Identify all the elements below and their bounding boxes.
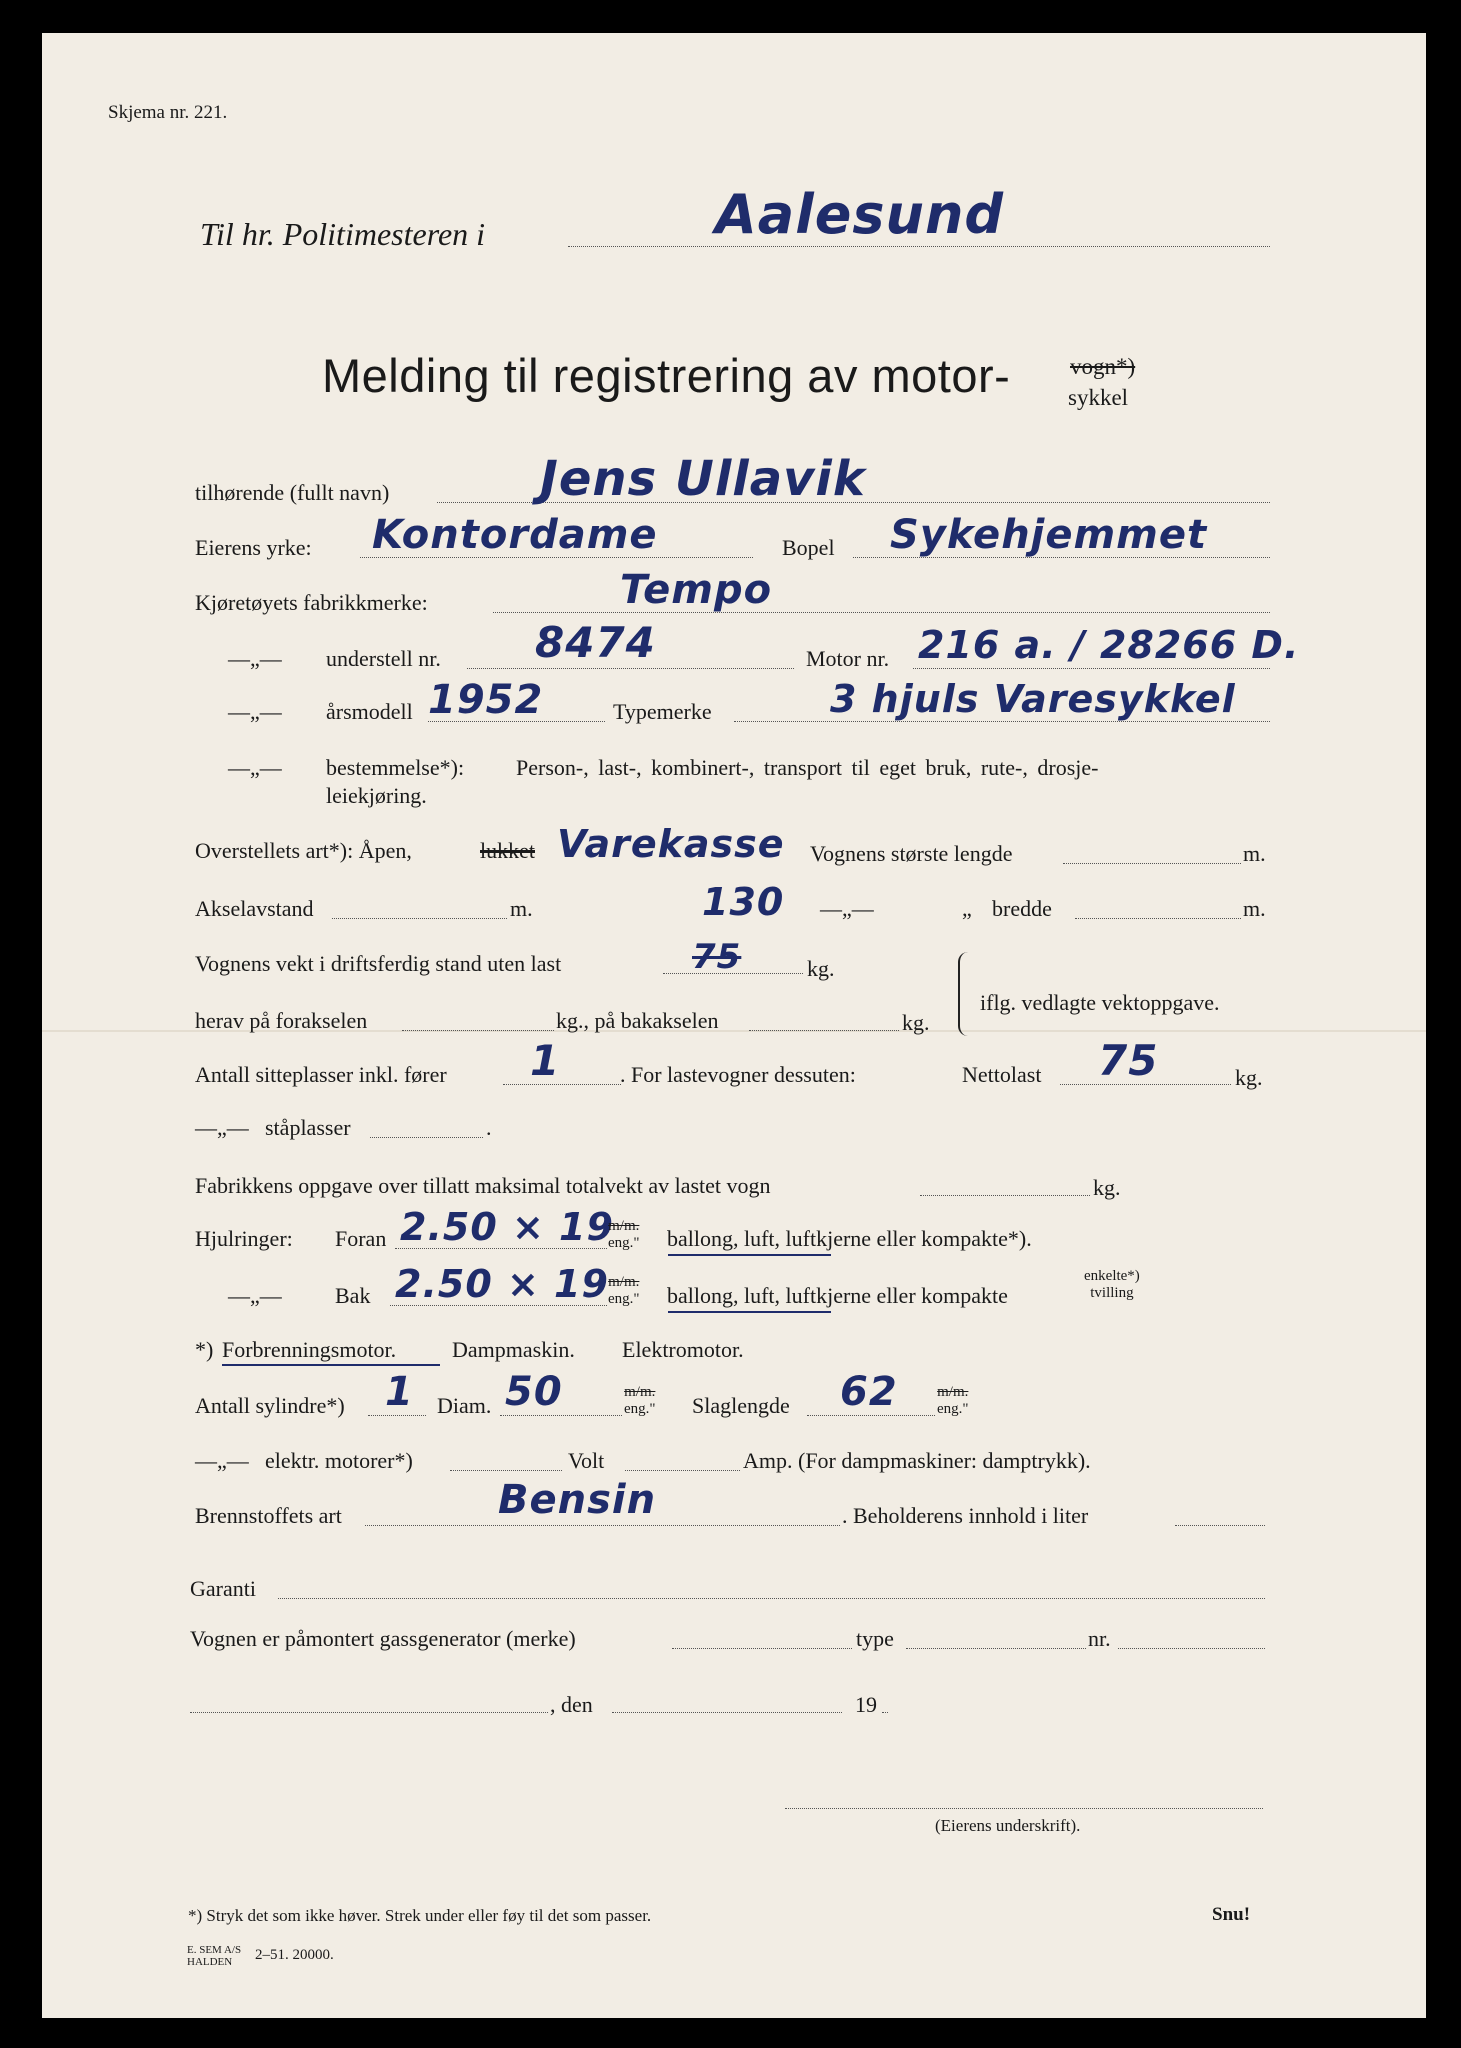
date-line bbox=[612, 1712, 842, 1713]
owner-value[interactable]: Jens Ullavik bbox=[540, 451, 866, 507]
rear-axle-label: kg., på bakakselen bbox=[556, 1008, 719, 1033]
max-length-unit: m. bbox=[1243, 841, 1266, 866]
electric-line bbox=[450, 1470, 562, 1471]
engine-type-star: *) bbox=[195, 1337, 214, 1362]
tires-label: Hjulringer: bbox=[195, 1226, 293, 1251]
front-axle-label: herav på forakselen bbox=[195, 1008, 368, 1033]
dash-6: —„— bbox=[228, 1283, 282, 1308]
rear-tire-types: ballong, luft, luftkjerne eller kompakte bbox=[667, 1283, 1008, 1308]
type-value[interactable]: 3 hjuls Varesykkel bbox=[830, 677, 1236, 721]
cylinders-line bbox=[368, 1415, 426, 1416]
rear-tire-line bbox=[390, 1305, 607, 1306]
body-lukket: lukket bbox=[480, 838, 535, 863]
front-tire-line bbox=[395, 1248, 607, 1249]
occupation-value[interactable]: Kontordame bbox=[372, 512, 658, 558]
stroke-label: Slaglengde bbox=[692, 1393, 790, 1418]
front-tire-underline bbox=[668, 1254, 831, 1256]
signature-label: (Eierens underskrift). bbox=[935, 1816, 1081, 1835]
stroke-mm: m/m. bbox=[937, 1384, 969, 1400]
dash-4: —„— bbox=[820, 896, 874, 921]
make-line bbox=[493, 612, 1270, 613]
front-tire-mm: m/m. bbox=[608, 1218, 640, 1234]
owner-label: tilhørende (fullt navn) bbox=[195, 480, 390, 505]
body-value[interactable]: Varekasse bbox=[557, 822, 785, 866]
axle-line bbox=[332, 918, 507, 919]
front-tire-value[interactable]: 2.50 × 19 bbox=[400, 1205, 614, 1249]
motor-line bbox=[913, 668, 1270, 669]
rear-tire-value[interactable]: 2.50 × 19 bbox=[395, 1262, 609, 1306]
width-unit: m. bbox=[1243, 896, 1266, 921]
page-title: Melding til registrering av motor- bbox=[322, 349, 1011, 402]
cargo-label: . For lastevogner dessuten: bbox=[620, 1062, 856, 1087]
net-load-unit: kg. bbox=[1235, 1065, 1263, 1090]
title-sykkel: sykkel bbox=[1068, 385, 1129, 410]
axle-label: Akselavstand bbox=[195, 896, 314, 921]
seats-line bbox=[503, 1084, 621, 1085]
rear-tire-underline bbox=[668, 1311, 831, 1313]
factory-weight-label: Fabrikkens oppgave over tillatt maksimal totalvekt av lastet vogn bbox=[195, 1173, 771, 1198]
purpose-options: Person-, last-, kombinert-, transport til eget bruk, rute-, drosje- bbox=[516, 755, 1099, 780]
net-load-label: Nettolast bbox=[962, 1062, 1042, 1087]
front-axle-line bbox=[402, 1030, 554, 1031]
standing-label: ståplasser bbox=[265, 1115, 351, 1140]
motor-label: Motor nr. bbox=[806, 646, 890, 671]
seats-value[interactable]: 1 bbox=[530, 1036, 561, 1085]
gas-nr-line bbox=[1118, 1648, 1265, 1649]
title-vogn: vogn*) bbox=[1070, 354, 1136, 379]
diam-line bbox=[500, 1415, 622, 1416]
stroke-eng: eng." bbox=[937, 1401, 969, 1418]
cylinders-label: Antall sylindre*) bbox=[195, 1393, 345, 1418]
standing-line bbox=[370, 1137, 483, 1138]
body-label: Overstellets art*): Åpen, bbox=[195, 838, 412, 863]
type-line bbox=[734, 721, 1270, 722]
weight-brace bbox=[958, 952, 968, 1036]
front-tire-eng: eng." bbox=[608, 1235, 640, 1252]
width-label: bredde bbox=[992, 896, 1052, 921]
width-quote: „ bbox=[962, 896, 972, 921]
front-tire-unit bbox=[608, 1218, 640, 1253]
model-year-label: årsmodell bbox=[326, 699, 413, 724]
diam-mm: m/m. bbox=[624, 1384, 656, 1400]
max-length-label: Vognens største lengde bbox=[810, 841, 1013, 866]
seats-label: Antall sitteplasser inkl. fører bbox=[195, 1062, 447, 1087]
purpose-options-cont: leiekjøring. bbox=[326, 783, 427, 808]
cylinders-value[interactable]: 1 bbox=[385, 1369, 414, 1415]
occupation-label: Eierens yrke: bbox=[195, 535, 312, 560]
weight-label: Vognens vekt i driftsferdig stand uten last bbox=[195, 951, 562, 976]
footnote: *) Stryk det som ikke høver. Strek under eller føy til det som passer. bbox=[188, 1906, 652, 1925]
engine-type-underline bbox=[222, 1364, 440, 1366]
factory-weight-line bbox=[920, 1195, 1090, 1196]
weight-old-value: 75 bbox=[692, 937, 742, 977]
weight-unit: kg. bbox=[807, 956, 835, 981]
net-load-value[interactable]: 75 bbox=[1098, 1036, 1159, 1085]
diam-value[interactable]: 50 bbox=[505, 1369, 563, 1415]
weight-value[interactable]: 130 bbox=[702, 880, 785, 924]
fuel-value[interactable]: Bensin bbox=[498, 1477, 657, 1523]
tank-line bbox=[1175, 1525, 1265, 1526]
rear-tire-mount bbox=[1084, 1268, 1140, 1303]
gas-type-label: type bbox=[856, 1626, 894, 1651]
fuel-line bbox=[365, 1525, 840, 1526]
volt-label: Volt bbox=[568, 1448, 605, 1473]
gas-nr-label: nr. bbox=[1088, 1626, 1111, 1651]
chassis-label: understell nr. bbox=[326, 646, 441, 671]
dash-1: —„— bbox=[228, 646, 282, 671]
chassis-value[interactable]: 8474 bbox=[535, 618, 656, 667]
stroke-unit bbox=[937, 1384, 969, 1419]
rear-tire-enkelte: enkelte*) bbox=[1084, 1268, 1140, 1284]
printer-name: E. SEM A/S bbox=[187, 1944, 242, 1956]
date-year-prefix: 19 bbox=[855, 1692, 877, 1717]
guarantee-label: Garanti bbox=[190, 1576, 256, 1601]
make-value[interactable]: Tempo bbox=[620, 567, 773, 613]
weight-note: iflg. vedlagte vektoppgave. bbox=[980, 990, 1220, 1015]
electric-label: elektr. motorer*) bbox=[265, 1448, 413, 1473]
residence-label: Bopel bbox=[782, 535, 835, 560]
dash-2: —„— bbox=[228, 699, 282, 724]
dash-7: —„— bbox=[195, 1448, 249, 1473]
rear-tire-eng: eng." bbox=[608, 1291, 640, 1308]
standing-period: . bbox=[486, 1115, 492, 1140]
type-label: Typemerke bbox=[613, 699, 712, 724]
rear-axle-unit: kg. bbox=[902, 1010, 930, 1035]
dash-3: —„— bbox=[228, 755, 282, 780]
city-line bbox=[568, 246, 1270, 247]
engine-type-electric: Elektromotor. bbox=[622, 1337, 744, 1362]
turn-over-note: Snu! bbox=[1212, 1904, 1251, 1925]
chassis-line bbox=[467, 668, 794, 669]
front-tire-types: ballong, luft, luftkjerne eller kompakte*). bbox=[667, 1226, 1032, 1251]
diam-label: Diam. bbox=[437, 1393, 492, 1418]
tank-label: . Beholderens innhold i liter bbox=[842, 1503, 1089, 1528]
gas-line bbox=[672, 1648, 852, 1649]
dash-5: —„— bbox=[195, 1115, 249, 1140]
fuel-label: Brennstoffets art bbox=[195, 1503, 342, 1528]
rear-axle-line bbox=[749, 1030, 899, 1031]
diam-eng: eng." bbox=[624, 1401, 656, 1418]
motor-value[interactable]: 216 a. / 28266 D. bbox=[918, 623, 1300, 667]
model-year-value[interactable]: 1952 bbox=[428, 677, 544, 723]
volt-line bbox=[625, 1470, 740, 1471]
diam-unit bbox=[624, 1384, 656, 1419]
guarantee-line bbox=[278, 1598, 1265, 1599]
printer-city: HALDEN bbox=[187, 1956, 233, 1968]
addressee-label: Til hr. Politimesteren i bbox=[200, 216, 486, 252]
place-line bbox=[190, 1712, 548, 1713]
max-length-line bbox=[1063, 863, 1241, 864]
print-info: 2–51. 20000. bbox=[255, 1947, 334, 1963]
date-year-line bbox=[882, 1712, 888, 1713]
engine-type-combustion: Forbrenningsmotor. bbox=[222, 1337, 397, 1362]
gas-type-line bbox=[906, 1648, 1086, 1649]
rear-tire-label: Bak bbox=[335, 1283, 371, 1308]
stroke-line bbox=[807, 1415, 935, 1416]
city-value[interactable]: Aalesund bbox=[715, 183, 1005, 246]
factory-weight-unit: kg. bbox=[1093, 1175, 1121, 1200]
engine-type-steam: Dampmaskin. bbox=[452, 1337, 575, 1362]
signature-line bbox=[785, 1808, 1263, 1809]
rear-tire-tvilling: tvilling bbox=[1090, 1285, 1134, 1302]
date-den: , den bbox=[550, 1692, 593, 1717]
axle-unit: m. bbox=[510, 896, 533, 921]
stroke-value[interactable]: 62 bbox=[840, 1369, 898, 1415]
amp-label: Amp. (For dampmaskiner: damptrykk). bbox=[743, 1448, 1091, 1473]
width-line bbox=[1075, 918, 1241, 919]
purpose-label: bestemmelse*): bbox=[326, 755, 465, 780]
schema-number: Skjema nr. 221. bbox=[108, 102, 228, 123]
rear-tire-mm: m/m. bbox=[608, 1274, 640, 1290]
make-label: Kjøretøyets fabrikkmerke: bbox=[195, 590, 428, 615]
residence-value[interactable]: Sykehjemmet bbox=[890, 512, 1208, 558]
gas-label: Vognen er påmontert gassgenerator (merke) bbox=[190, 1626, 576, 1651]
front-tire-label: Foran bbox=[335, 1226, 387, 1251]
rear-tire-unit bbox=[608, 1274, 640, 1309]
